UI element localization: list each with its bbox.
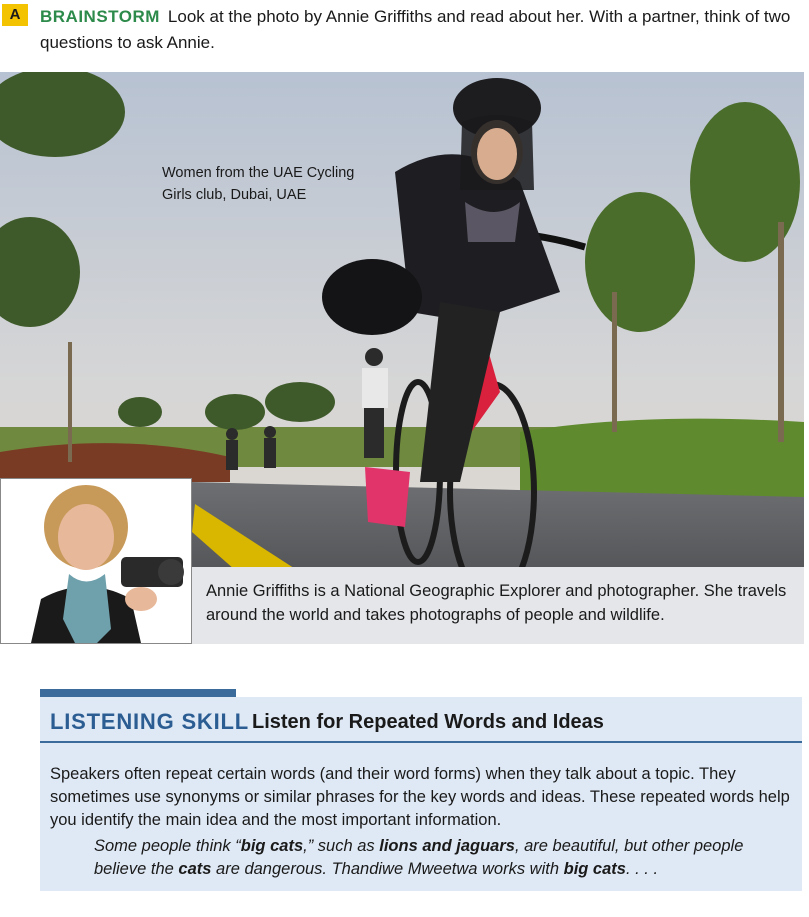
activity-letter-badge: A [2, 4, 28, 26]
example-text-3: , are beautiful, but other people believe the [94, 837, 744, 878]
activity-keyword: BRAINSTORM [40, 7, 160, 26]
photo-caption [162, 162, 392, 206]
example-bold-1: big cats [240, 837, 304, 855]
skill-example [94, 835, 794, 881]
skill-title: Listen for Repeated Words and Ideas [252, 711, 604, 733]
example-text-1: Some people think “ [94, 837, 241, 855]
example-text-2: ,” such as [303, 837, 380, 855]
skill-label: LISTENING SKILL [50, 709, 249, 734]
example-bold-2: lions and jaguars [379, 837, 515, 855]
example-bold-3: cats [178, 860, 212, 878]
example-text-4: are dangerous. Thandiwe Mweetwa works with [211, 860, 564, 878]
skill-body: Speakers often repeat certain words (and their word forms) when they talk about a topic. They sometimes use synonyms or similar phrases for the key words and ideas. These repeated words help you identify the main idea and the most important information. [50, 765, 790, 829]
bio-text: Annie Griffiths is a National Geographic Explorer and photographer. She travels around the world and takes photographs of people and wildlife. [206, 582, 787, 624]
portrait-illustration [1, 479, 191, 643]
skill-tab-accent [40, 689, 236, 697]
activity-instruction-text: Look at the photo by Annie Griffiths and read about her. With a partner, think of two questions to ask Annie. [40, 7, 791, 52]
photo-caption-line1: Women from the UAE Cycling [162, 165, 355, 181]
photo-caption-line2: Girls club, Dubai, UAE [162, 187, 307, 203]
skill-header [40, 707, 802, 743]
activity-header [0, 0, 809, 60]
activity-instruction [40, 4, 800, 56]
bio-panel [192, 567, 804, 644]
example-text-5: . . . . [625, 860, 659, 878]
example-bold-4: big cats [563, 860, 626, 878]
annie-griffiths-portrait [0, 478, 192, 644]
listening-skill-box [40, 697, 802, 891]
